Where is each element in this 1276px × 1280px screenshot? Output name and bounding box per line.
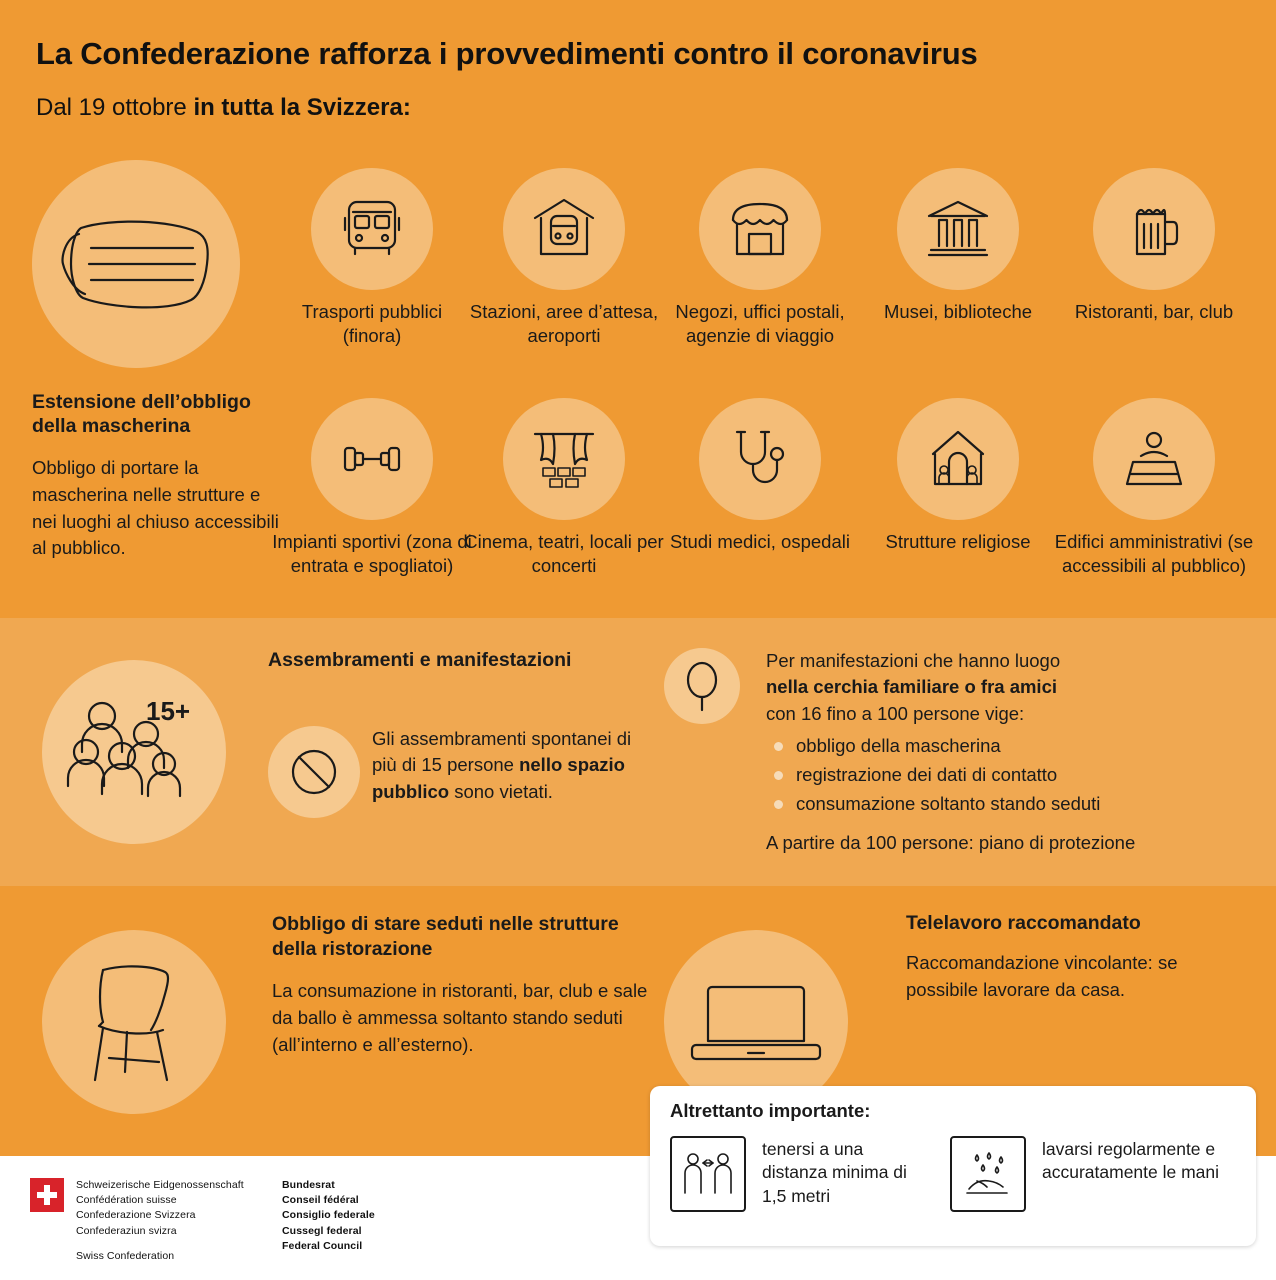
seated-heading: Obbligo di stare seduti nelle strutture della ristorazione <box>272 913 619 961</box>
confederation-name: Confederaziun svizra <box>76 1224 177 1237</box>
confederation-name: Schweizerische Eidgenossenschaft <box>76 1179 244 1191</box>
confederation-name: Confederazione Svizzera <box>76 1209 196 1222</box>
distance-icon <box>670 1136 746 1212</box>
federal-council-names <box>282 1178 375 1254</box>
important-card-text: lavarsi regolarmente e accuratamente le mani <box>1042 1139 1220 1183</box>
gatherings-text-bold: nello spazio pubblico <box>372 754 625 802</box>
dumbbell-icon <box>311 398 433 520</box>
mask-place-label: Musei, biblioteche <box>883 301 1033 322</box>
list-item: obbligo della mascherina <box>766 733 1256 759</box>
face-mask-icon <box>32 160 240 368</box>
swiss-flag-icon <box>30 1178 64 1212</box>
mask-heading: Estensione dell’obbligo della mascherina <box>32 391 251 438</box>
subtitle-plain: Dal 19 ottobre <box>36 94 194 121</box>
confederation-names <box>76 1178 244 1239</box>
mask-place-label: Strutture religiose <box>885 531 1031 552</box>
important-card <box>650 1086 1256 1246</box>
events-footer: A partire da 100 persone: piano di protezione <box>766 831 1136 853</box>
chair-icon <box>42 930 226 1114</box>
beer-mug-icon <box>1093 168 1215 290</box>
confederation-name: Confédération suisse <box>76 1194 177 1207</box>
mask-place-admin <box>1054 398 1254 579</box>
museum-icon <box>897 168 1019 290</box>
balloon-icon <box>664 648 740 724</box>
mask-place-shop <box>660 168 860 349</box>
mask-place-cinema <box>464 398 664 579</box>
important-card-text: tenersi a una distanza minima di 1,5 metri <box>762 1139 907 1206</box>
mask-place-label: Negozi, uffici postali, agenzie di viaggio <box>675 301 845 347</box>
events-description <box>766 648 1256 856</box>
list-item: consumazione soltanto stando seduti <box>766 791 1256 817</box>
gatherings-text-2: sono vietati. <box>449 780 553 802</box>
mask-place-label: Edifici amministrativi (se accessibili al pubblico) <box>1054 531 1254 577</box>
mask-place-label: Stazioni, aree d’attesa, aeroporti <box>469 301 659 347</box>
mask-place-restaurant <box>1054 168 1254 324</box>
federal-council-name: Consiglio federale <box>282 1209 375 1222</box>
mask-place-religious <box>858 398 1058 554</box>
events-line-1: Per manifestazioni che hanno luogo <box>766 650 1061 671</box>
theatre-icon <box>503 398 625 520</box>
crowd-badge-text: 15+ <box>146 696 191 726</box>
gatherings-heading: Assembramenti e manifestazioni <box>268 649 572 671</box>
shop-icon <box>699 168 821 290</box>
mask-place-label: Impianti sportivi (zona di entrata e spogliatoi) <box>272 531 472 577</box>
prohibition-icon <box>268 726 360 818</box>
train-station-icon <box>503 168 625 290</box>
mask-place-label: Studi medici, ospedali <box>670 531 850 552</box>
mask-description: Obbligo di portare la mascherina nelle strutture e nei luoghi al chiuso accessibili al pubblico. <box>32 457 279 559</box>
federal-council-name: Cussegl federal <box>282 1224 362 1237</box>
federal-council-name: Bundesrat <box>282 1179 335 1191</box>
mask-place-station <box>464 168 664 349</box>
mask-place-label: Ristoranti, bar, club <box>1074 301 1234 322</box>
stethoscope-icon <box>699 398 821 520</box>
federal-council-name: Federal Council <box>282 1239 363 1252</box>
homeoffice-description: Raccomandazione vincolante: se possibile lavorare da casa. <box>906 952 1178 1000</box>
swiss-confederation-label: Swiss Confederation <box>76 1250 175 1262</box>
mask-place-bus <box>272 168 472 349</box>
events-line-2: nella cerchia familiare o fra amici <box>766 676 1058 698</box>
seated-description: La consumazione in ristoranti, bar, club e sale da ballo è ammessa soltanto stando seduti (all’interno e all’esterno). <box>272 980 648 1055</box>
mask-place-label: Cinema, teatri, locali per concerti <box>464 531 664 577</box>
events-line-3: con 16 fino a 100 persone vige: <box>766 702 1025 724</box>
mask-place-sports <box>272 398 472 579</box>
church-icon <box>897 398 1019 520</box>
bus-icon <box>311 168 433 290</box>
events-bullet-list <box>766 733 1256 818</box>
page-subtitle <box>36 94 411 122</box>
page-title: La Confederazione rafforza i provvedimenti contro il coronavirus <box>36 36 978 71</box>
wash-hands-icon <box>950 1136 1026 1212</box>
subtitle-bold: in tutta la Svizzera: <box>193 94 411 121</box>
gatherings-description <box>372 726 642 805</box>
mask-place-label: Trasporti pubblici (finora) <box>301 301 443 347</box>
mask-place-museum <box>858 168 1058 324</box>
mask-place-medical <box>660 398 860 554</box>
administration-desk-icon <box>1093 398 1215 520</box>
crowd-15plus-icon <box>42 660 226 844</box>
federal-council-name: Conseil fédéral <box>282 1194 359 1207</box>
gatherings-text-1: Gli assembramenti spontanei di più di 15 persone <box>372 728 632 776</box>
list-item: registrazione dei dati di contatto <box>766 762 1256 788</box>
important-card-title: Altrettanto importante: <box>670 1100 871 1121</box>
homeoffice-heading: Telelavoro raccomandato <box>906 912 1141 934</box>
